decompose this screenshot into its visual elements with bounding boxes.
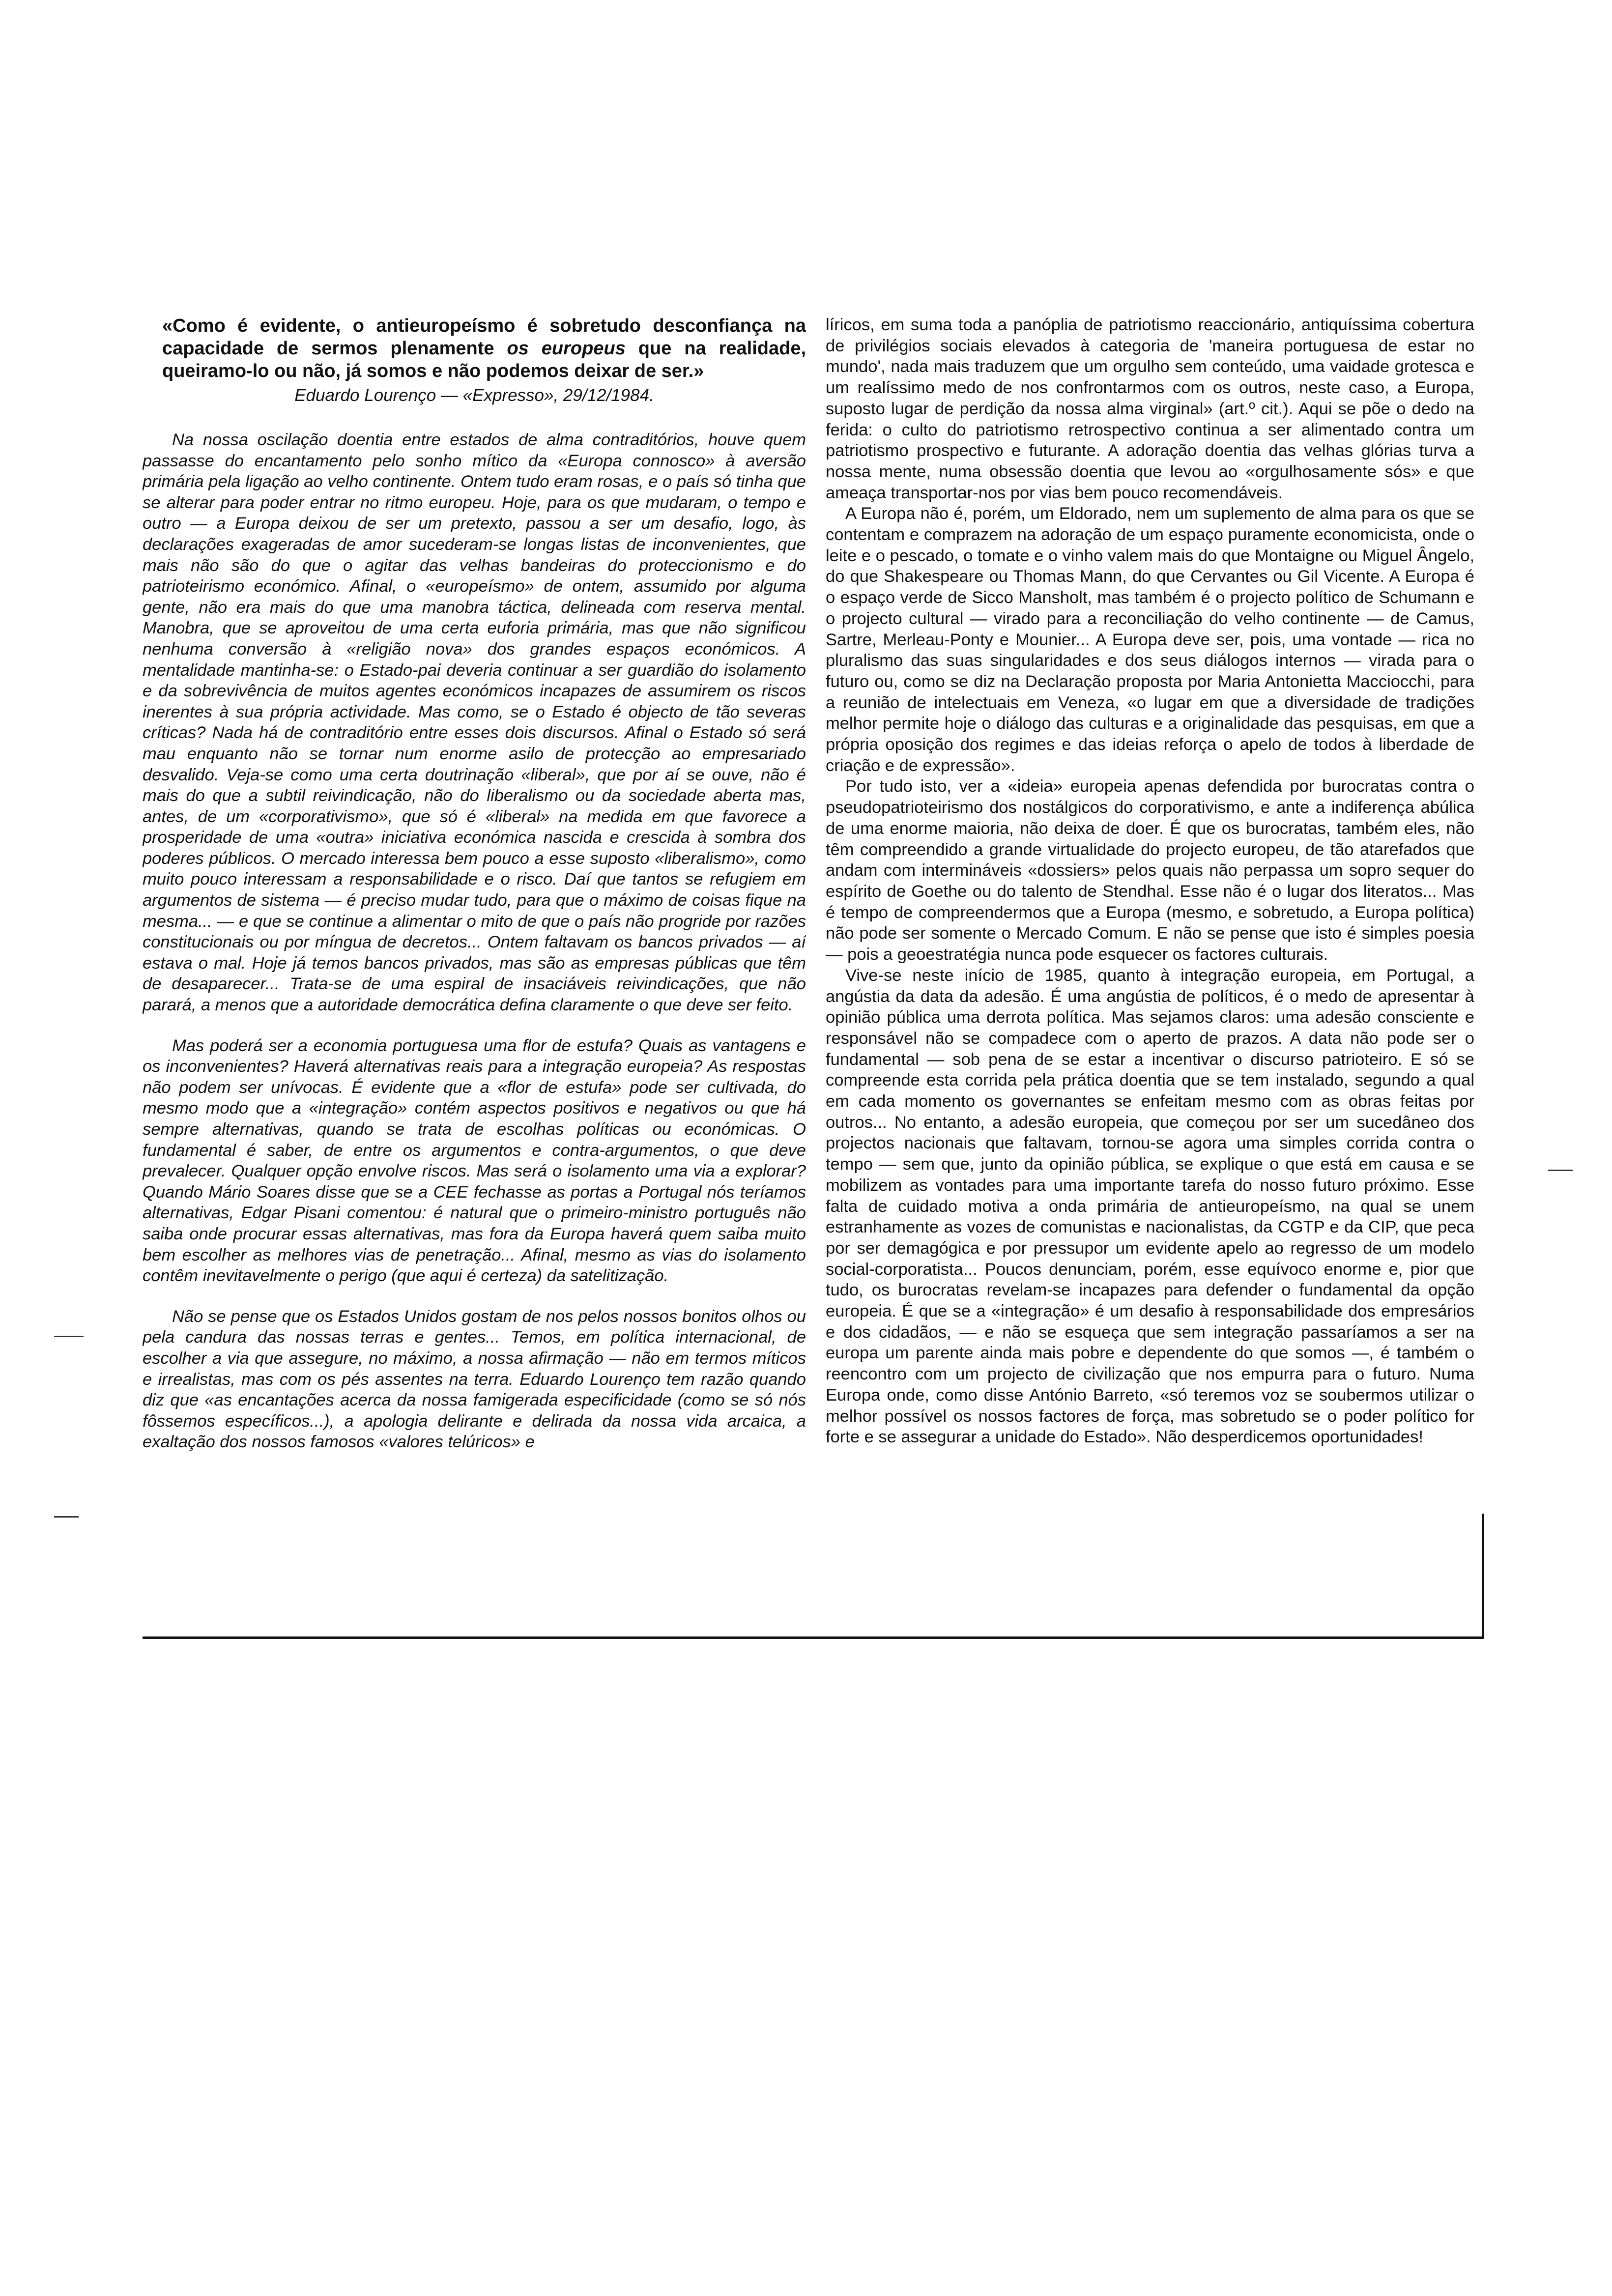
right-paragraph-3: Por tudo isto, ver a «ideia» europeia apenas defendida por burocratas contra o pseudopatrioteirismo dos nostálgicos do corporativismo, e ante a indiferença abúlica de uma enorme maioria, não deixa de doer. É que os burocratas, também eles, não têm compreendido a grande virtualidade do projecto europeu, de tão atarefados que andam com intermináveis «dossiers» pelos quais não perpassa um sopro sequer do espírito de Goethe ou do talento de Stendhal. Esse não é o lugar dos literatos... Mas é tempo de compreendermos que a Europa (mesmo, e sobretudo, a Europa política) não pode ser somente o Mercado Comum. E não se pense que isto é simples poesia — pois a geoestratégia nunca pode esquecer os factores culturais. [826,777,1474,964]
left-paragraph-3: Não se pense que os Estados Unidos gostam de nos pelos nossos bonitos olhos ou pela candura das nossas terras e gentes... Temos, em política internacional, de escolher a via que assegure, no máximo, a nossa afirmação — não em termos míticos e irrealistas, mas com os pés assentes na terra. Eduardo Lourenço tem razão quando diz que «as encantações acerca da nossa famigerada especificidade (como se só nós fôssemos específicos...), a apologia delirante e delirada da nossa vida arcaica, a exaltação dos nossos famosos «valores telúricos» e [143,1307,806,1452]
epigraph-text-1: «Como é evidente, o antieuropeísmo é sobretudo desconfiança na capacidade de sermos plenamente [162,316,806,359]
right-paragraph-4: Vive-se neste início de 1985, quanto à integração europeia, em Portugal, a angústia da data da adesão. É uma angústia de políticos, é o medo de apresentar à opinião pública uma derrota política. Mas sejamos claros: uma adesão consciente e responsável não se compadece com o aperto de prazos. A data não pode ser o fundamental — sob pena de se estar a incentivar o discurso patrioteiro. E só se compreende esta corrida pela prática doentia que se tem instalado, segundo a qual em cada momento os governantes se enfeitam mesmo com as obras feitas por outros... No entanto, a adesão europeia, que começou por ser um sucedâneo dos projectos nacionais que faltavam, tornou-se agora uma simples corrida contra o tempo — sem que, junto da opinião pública, se explique o que está em causa e se mobilizem as vontades para uma importante tarefa do nosso futuro próximo. Esse falta de cuidado motiva a onda primária de antieuropeísmo, na qual se unem estranhamente as vozes de comunistas e nacionalistas, da CGTP e da CIP, que peca por ser demagógica e por pressupor um evidente apelo ao regresso de um modelo social-corporatista... Poucos denunciam, porém, esse equívoco enorme e, pior que tudo, os burocratas revelam-se incapazes para defender o fundamental da opção europeia. É que se a «integração» é um desafio à responsabilidade dos empresários e dos cidadãos, — e não se esqueça que sem integração passaríamos a ser na europa um parente ainda mais pobre e dependente do que somos —, é também o reencontro com um projecto de civilização que nos empurra para o futuro. Numa Europa onde, como disse António Barreto, «só teremos voz se soubermos utilizar o melhor possível os nossos factores de força, mas sobretudo se o poder político for forte e se assegurar a unidade do Estado». Não desperdicemos oportunidades! [826,966,1474,1447]
margin-mark [1548,1170,1573,1171]
epigraph-emphasis: os europeus [507,338,626,359]
right-end-rule [1482,1514,1484,1639]
bottom-rule [143,1636,1484,1639]
left-paragraph-1: Na nossa oscilação doentia entre estados de alma contraditórios, houve quem passasse do encantamento pelo sonho mítico da «Europa connosco» à aversão primária pela ligação ao velho continente. Ontem tudo eram rosas, e o país só tinha que se alterar para poder entrar no ritmo europeu. Hoje, para os que mudaram, o tempo e outro — a Europa deixou de ser um pretexto, passou a ser um desafio, logo, às declarações exageradas de amor sucederam-se longas listas de inconvenientes, que mais não são do que o agitar das velhas bandeiras do proteccionismo e do patrioteirismo económico. Afinal, o «europeísmo» de ontem, assumido por alguma gente, não era mais do que uma manobra táctica, delineada com reserva mental. Manobra, que se aproveitou de uma certa euforia primária, mas que não significou nenhuma conversão à «religião nova» dos grandes espaços económicos. A mentalidade mantinha-se: o Estado-pai deveria continuar a ser guardião do isolamento e da sobrevivência de muitos agentes económicos incapazes de assumirem os riscos inerentes à sua própria actividade. Mas como, se o Estado é objecto de tão severas críticas? Nada há de contraditório entre esses dois discursos. Afinal o Estado só será mau enquanto não se tornar num enorme asilo de protecção ao empresariado desvalido. Veja-se como uma certa doutrinação «liberal», que por aí se ouve, não é mais do que a subtil reivindicação, não do liberalismo ou da sociedade aberta mas, antes, de um «corporativismo», que só é «liberal» na medida em que favorece a prosperidade de uma «outra» iniciativa económica nascida e crescida à sombra dos poderes públicos. O mercado interessa bem pouco a esse suposto «liberalismo», como muito pouco interessam a responsabilidade e o risco. Daí que tantos se refugiem em argumentos de sistema — é preciso mudar tudo, para que o máximo de coisas fique na mesma... — e que se continue a alimentar o mito de que o país não progride por razões constitucionais ou por míngua de decretos... Ontem faltavam os bancos privados — aí estava o mal. Hoje já temos bancos privados, mas são as empresas públicas que têm de desaparecer... Trata-se de uma espiral de insaciáveis reivindicações, que não parará, a menos que a autoridade democrática defina claramente o que deve ser feito. [143,430,806,1015]
epigraph-quote [162,315,806,382]
newspaper-article [143,315,1474,1452]
right-column [826,315,1474,1622]
epigraph-attribution: Eduardo Lourenço — «Expresso», 29/12/1984. [294,386,654,405]
right-paragraph-2: A Europa não é, porém, um Eldorado, nem um suplemento de alma para os que se contentam e comprazem na adoração de um espaço puramente economicista, onde o leite e o pescado, o tomate e o vinho valem mais do que Montaigne ou Miguel Ângelo, do que Shakespeare ou Thomas Mann, do que Cervantes ou Gil Vicente. A Europa é o espaço verde de Sicco Mansholt, mas também é o projecto político de Schumann e o projecto cultural — virado para a reconciliação do velho continente — de Camus, Sartre, Merleau-Ponty e Mounier... A Europa deve ser, pois, uma vontade — rica no pluralismo das suas singularidades e dos seus diálogos internos — virada para o futuro ou, como se diz na Declaração proposta por Maria Antonietta Macciocchi, para a reunião de intelectuais em Veneza, «o lugar em que a diversidade de tradições melhor permite hoje o diálogo das culturas e a originalidade das pesquisas, em que a própria oposição dos regimes e das ideias reforça o apelo de todos à liberdade de criação e de expressão». [826,504,1474,775]
right-paragraph-1: líricos, em suma toda a panóplia de patriotismo reaccionário, antiquíssima cobertura de privilégios sociais elevados à categoria de 'maneira portuguesa de estar no mundo', nada mais traduzem que um orgulho sem conteúdo, uma vaidade grotesca e um realíssimo medo de nos confrontarmos com os outros, neste caso, a Europa, suposto lugar de perdição da nossa alma virginal» (art.º cit.). Aqui se põe o dedo na ferida: o culto do patriotismo retrospectivo continua a ser alimentado contra um patriotismo prospectivo e futurante. A adoração doentia das velhas glórias turva a nossa mente, numa obsessão doentia que levou ao «orgulhosamente sós» e que ameaça transportar-nos por vias bem pouco recomendáveis. [826,316,1474,502]
margin-mark [54,1516,79,1518]
epigraph-text-2: que na realidade, queiramo-lo ou não, já somos e não podemos deixar de ser.» [162,338,806,381]
margin-mark [54,1336,84,1337]
left-paragraph-2: Mas poderá ser a economia portuguesa uma flor de estufa? Quais as vantagens e os inconvenientes? Haverá alternativas reais para a integração europeia? As respostas não podem ser unívocas. É evidente que a «flor de estufa» pode ser cultivada, do mesmo modo que a «integração» contém aspectos positivos e negativos ou que há sempre alternativas, quando se trata de escolhas políticas ou económicas. O fundamental é saber, de entre os argumentos e contra-argumentos, o que deve prevalecer. Qualquer opção envolve riscos. Mas será o isolamento uma via a explorar? Quando Mário Soares disse que se a CEE fechasse as portas a Portugal nós teríamos alternativas, Edgar Pisani comentou: é natural que o primeiro-ministro português não saiba onde procurar essas alternativas, mas fora da Europa haverá quem saiba muito bem escolher as melhores vias de penetração... Afinal, mesmo as vias do isolamento contêm inevitavelmente o perigo (que aqui é certeza) da satelitização. [143,1036,806,1286]
left-column [143,315,806,1622]
